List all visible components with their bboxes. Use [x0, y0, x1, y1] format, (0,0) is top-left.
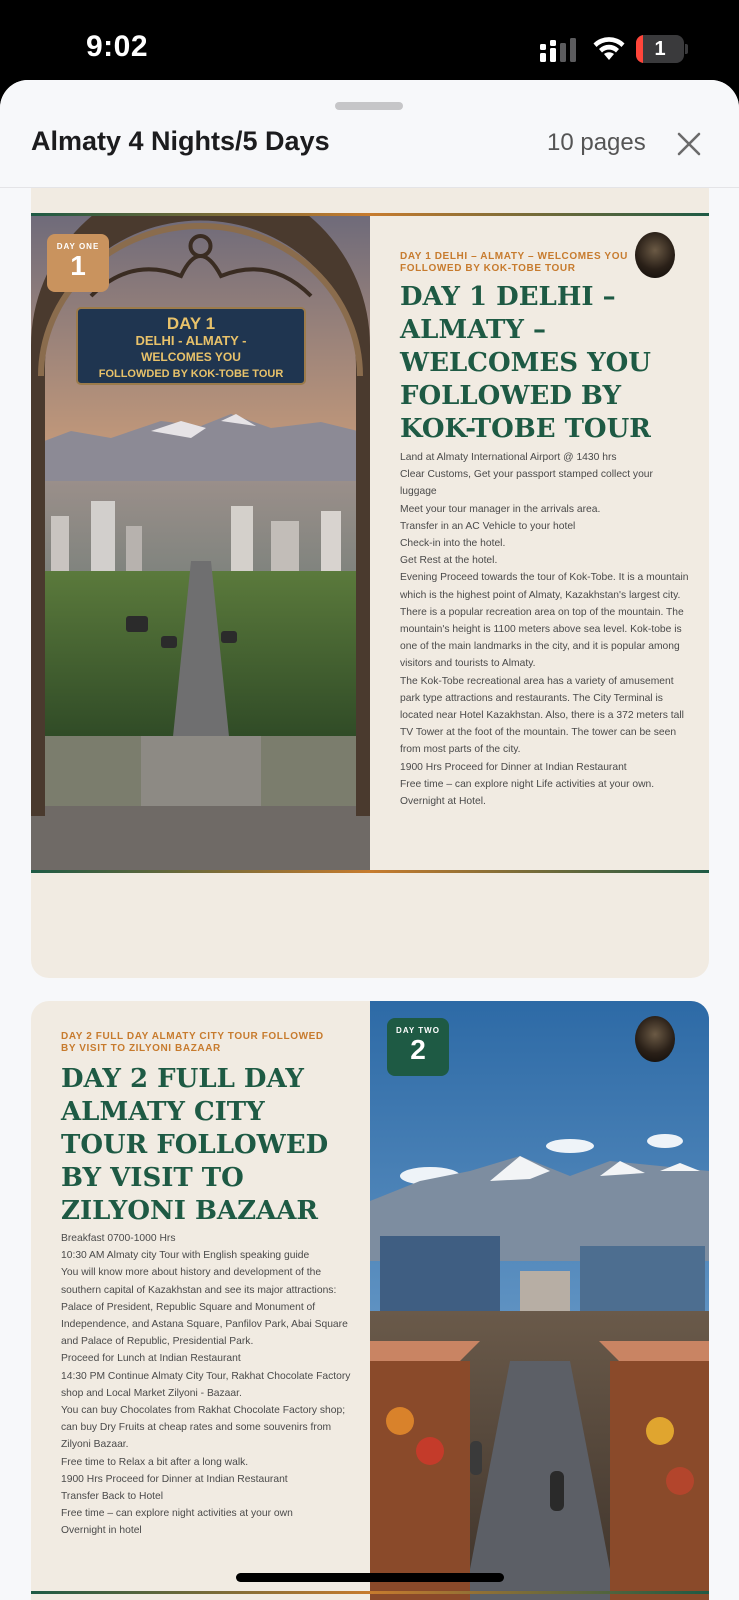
document-scroll-area[interactable] — [0, 188, 739, 1600]
day-description — [400, 449, 690, 810]
page-count: 10 pages — [547, 129, 646, 156]
description-line: Proceed for Lunch at Indian Restaurant — [61, 1353, 241, 1365]
sheet-grabber[interactable] — [335, 102, 403, 110]
author-avatar — [635, 1016, 675, 1062]
badge-label: DAY ONE — [56, 242, 100, 251]
description-line: You will know more about history and development of the southern capital of Kazakhstan and see its major attractions: Palace of President, Republic Square and Monument of Independence, and Astana Square, Panfilov Park, Abai Square and Palace of Republic, Presidential Park. — [61, 1267, 348, 1348]
description-line: Overnight in hotel — [61, 1525, 142, 1537]
battery-cap — [685, 44, 688, 54]
day-description — [61, 1230, 351, 1540]
description-line: Clear Customs, Get your passport stamped collect your luggage — [400, 469, 653, 498]
author-avatar — [635, 232, 675, 278]
badge-number: 1 — [70, 250, 86, 281]
battery-body — [636, 35, 684, 63]
description-line: Get Rest at the hotel. — [400, 555, 498, 567]
battery-level: 1 — [654, 38, 666, 60]
page-bottom-rule — [31, 870, 709, 873]
description-line: Evening Proceed towards the tour of Kok-Tobe. It is a mountain which is the highest point of Almaty, Kazakhstan's largest city. There is a popular recreation area on top of the mountain. The mountain's height is 1100 meters above sea level. Kok-tobe is one of the main landmarks in the city, and it is popular among visitors and tourists to Almaty. — [400, 572, 689, 670]
badge-number: 2 — [410, 1034, 426, 1065]
description-line: 14:30 PM Continue Almaty City Tour, Rakhat Chocolate Factory shop and Local Market Zilyoni - Bazaar. — [61, 1370, 351, 1399]
description-line: Free time – can explore night Life activities at your own. — [400, 778, 655, 790]
status-bar — [0, 0, 739, 80]
description-line: Meet your tour manager in the arrivals area. — [400, 503, 601, 515]
badge-label: DAY TWO — [396, 1026, 440, 1035]
day-heading: DAY 1 DELHI – ALMATY – WELCOMES YOU FOLLOWED BY KOK-TOBE TOUR — [400, 282, 651, 444]
sign-line-3: WELCOMES YOU — [141, 350, 241, 364]
kok-tobe-photo — [31, 216, 370, 870]
cellular-signal-icon — [540, 38, 576, 62]
description-line: Transfer Back to Hotel — [61, 1491, 164, 1503]
sign-line-4: FOLLOWDED BY KOK-TOBE TOUR — [98, 368, 284, 380]
document-title: Almaty 4 Nights/5 Days — [31, 126, 330, 156]
status-time: 9:02 — [86, 30, 149, 63]
description-line: Check-in into the hotel. — [400, 538, 506, 550]
description-line: Free time to Relax a bit after a long walk. — [61, 1456, 249, 1468]
description-line: 1900 Hrs Proceed for Dinner at Indian Restaurant — [400, 761, 627, 773]
description-line: Breakfast 0700-1000 Hrs — [61, 1233, 176, 1244]
page-kicker: DAY 1 DELHI – ALMATY – WELCOMES YOU FOLLOWED BY KOK-TOBE TOUR — [400, 251, 628, 274]
sign-line-2: DELHI - ALMATY - — [135, 333, 247, 348]
page-kicker: DAY 2 FULL DAY ALMATY CITY TOUR FOLLOWED BY VISIT TO ZILYONI BAZAAR — [61, 1031, 324, 1054]
description-line: The Kok-Tobe recreational area has a variety of amusement park type attractions and restaurants. The City Terminal is located near Hotel Kazakhstan. Also, there is a 372 meters tall TV Tower at the foot of the mountain. The tower can be seen from most parts of the city. — [400, 675, 684, 756]
day-two-badge — [387, 1018, 449, 1076]
battery-icon — [636, 35, 688, 63]
page-bottom-rule — [31, 1591, 709, 1594]
description-line: You can buy Chocolates from Rakhat Chocolate Factory shop; can buy Dry Fruits at cheap rates and some souvenirs from Zilyoni Bazaar. — [61, 1405, 346, 1451]
description-line: Overnight at Hotel. — [400, 796, 486, 808]
document-page-2 — [31, 1001, 709, 1600]
document-viewer-sheet — [0, 80, 739, 1600]
close-icon[interactable] — [674, 129, 704, 159]
wifi-icon — [592, 36, 626, 62]
sheet-header — [0, 80, 739, 188]
document-page-1 — [31, 188, 709, 978]
zilyoni-bazaar-photo — [370, 1001, 709, 1600]
description-line: 1900 Hrs Proceed for Dinner at Indian Restaurant — [61, 1473, 288, 1485]
description-line: Free time – can explore night activities at your own — [61, 1508, 293, 1520]
home-indicator[interactable] — [236, 1573, 504, 1582]
description-line: 10:30 AM Almaty city Tour with English speaking guide — [61, 1250, 310, 1262]
description-line: Transfer in an AC Vehicle to your hotel — [400, 520, 576, 532]
day-heading: DAY 2 FULL DAY ALMATY CITY TOUR FOLLOWED BY VISIT TO ZILYONI BAZAAR — [61, 1064, 329, 1226]
day-one-badge — [47, 234, 109, 292]
description-line: Land at Almaty International Airport @ 1430 hrs — [400, 452, 617, 463]
sign-line-1: DAY 1 — [166, 314, 216, 333]
